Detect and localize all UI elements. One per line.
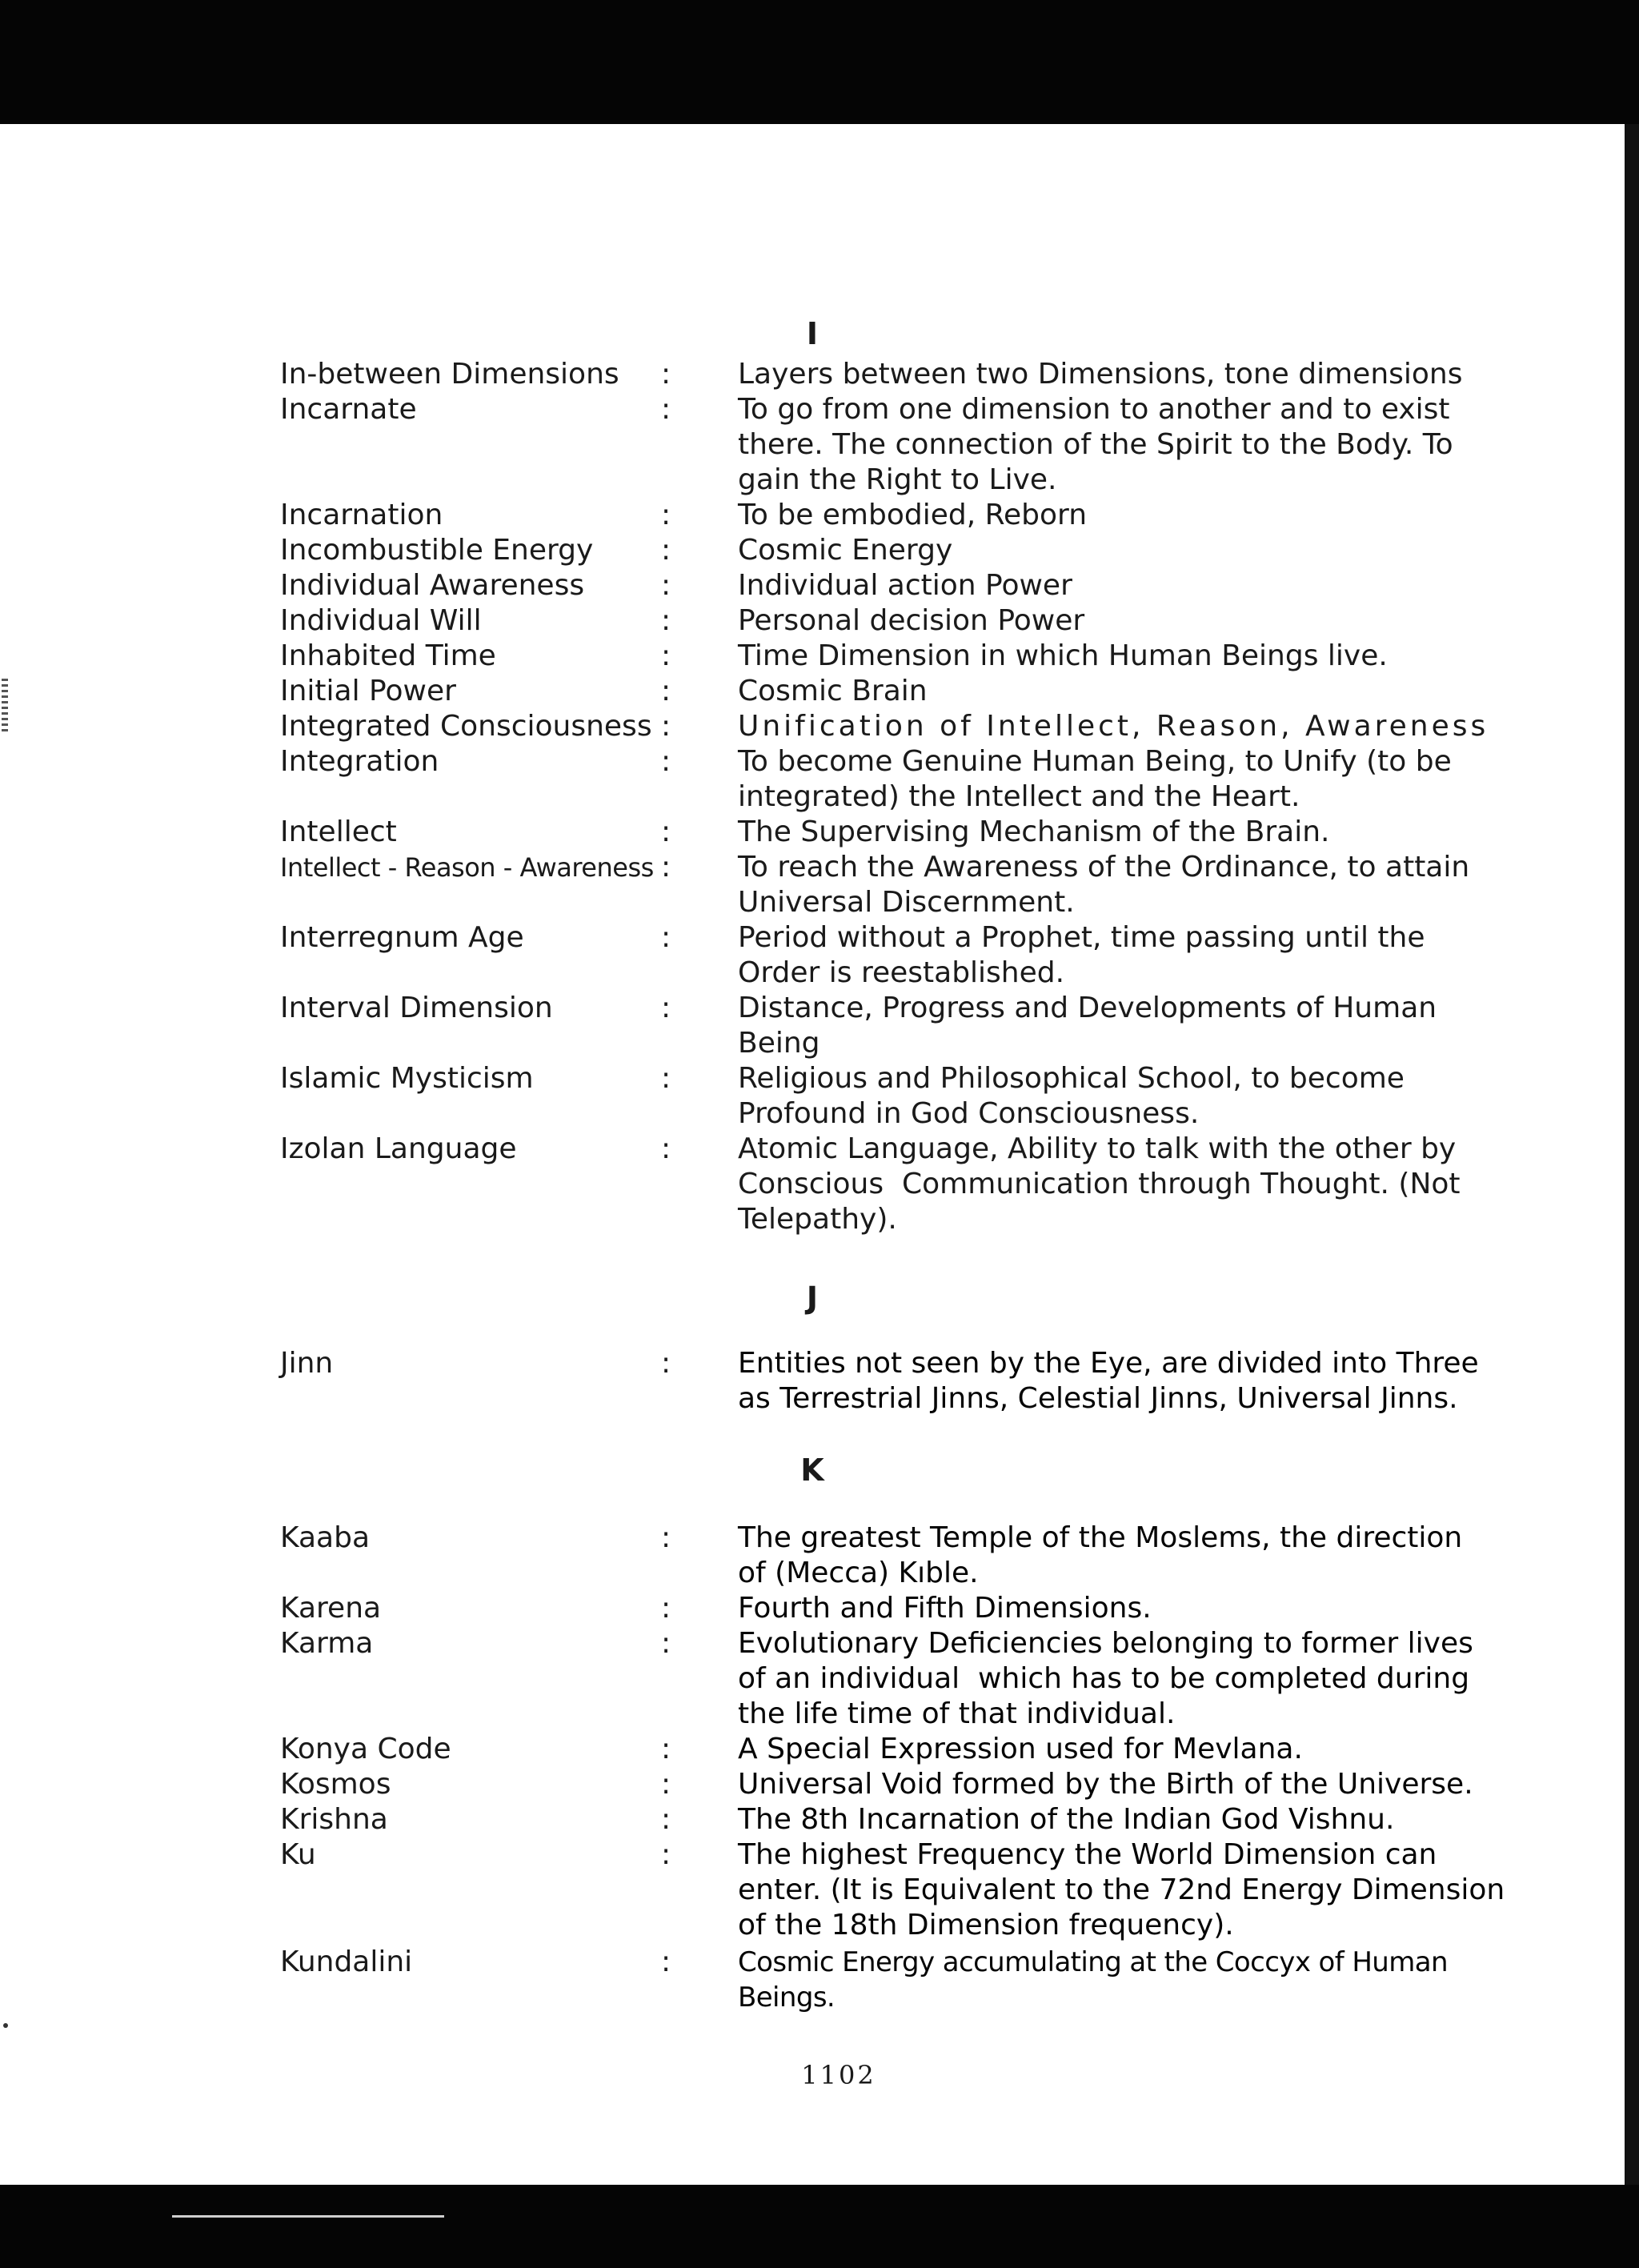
entry-colon: : (661, 1132, 671, 1165)
definition-line: To be embodied, Reborn (738, 499, 1088, 531)
entry-definition (738, 1945, 1448, 2015)
entry-definition (738, 674, 1428, 709)
entry-colon: : (661, 639, 671, 672)
entry-term: Incarnate (280, 393, 417, 426)
entry-term: Islamic Mysticism (280, 1062, 534, 1095)
entry-definition (738, 1732, 1428, 1767)
definition-line: To go from one dimension to another and to exist (738, 393, 1450, 426)
entry-definition (738, 533, 1428, 568)
definition-line: Being (738, 1027, 820, 1060)
definition-line: Beings. (738, 1981, 836, 2014)
entry-definition (738, 392, 1453, 498)
section-letter-k: K (800, 1453, 824, 1488)
entry-colon: : (661, 1062, 671, 1095)
definition-line: Conscious Communication through Thought. (Not (738, 1168, 1461, 1200)
entry-definition (738, 568, 1428, 603)
definition-line: The 8th Incarnation of the Indian God Vishnu. (738, 1803, 1395, 1836)
entry-colon: : (661, 675, 671, 707)
entry-definition (738, 1132, 1461, 1237)
definition-line: A Special Expression used for Mevlana. (738, 1733, 1303, 1765)
definition-line: Period without a Prophet, time passing until the (738, 921, 1425, 954)
entry-colon: : (661, 1592, 671, 1625)
scan-border-bottom (0, 2185, 1639, 2268)
entry-definition (738, 1626, 1473, 1732)
definition-line: Personal decision Power (738, 604, 1085, 637)
definition-line: of the 18th Dimension frequency). (738, 1909, 1234, 1941)
definition-line: Cosmic Energy accumulating at the Coccyx of Human (738, 1946, 1448, 1978)
entry-term: Karma (280, 1627, 374, 1660)
page-number: 1102 (801, 2060, 876, 2090)
entry-definition (738, 991, 1437, 1061)
definition-line: the life time of that individual. (738, 1697, 1176, 1730)
entry-definition (738, 639, 1428, 674)
definition-line: Religious and Philosophical School, to become (738, 1062, 1405, 1095)
entry-colon: : (661, 745, 671, 778)
entry-definition (738, 498, 1428, 533)
entry-term: Ku (280, 1838, 316, 1871)
definition-line: Order is reestablished. (738, 956, 1065, 989)
section-letter-i: I (806, 316, 819, 351)
entry-term: Individual Will (280, 604, 482, 637)
definition-line: Entities not seen by the Eye, are divided into Three (738, 1347, 1479, 1380)
entry-definition (738, 1802, 1428, 1837)
definition-line: Fourth and Fifth Dimensions. (738, 1592, 1152, 1625)
definition-line: Profound in God Consciousness. (738, 1097, 1200, 1130)
definition-line: Universal Discernment. (738, 886, 1075, 919)
entry-term: Inhabited Time (280, 639, 496, 672)
entry-definition (738, 1061, 1428, 1132)
entry-term: Jinn (280, 1347, 334, 1380)
entry-definition (738, 1346, 1479, 1416)
definition-line: The highest Frequency the World Dimension can (738, 1838, 1437, 1871)
entry-colon: : (661, 710, 671, 743)
definition-line: gain the Right to Live. (738, 463, 1057, 496)
entry-term: Kosmos (280, 1768, 391, 1801)
entry-colon: : (661, 815, 671, 848)
definition-line: Time Dimension in which Human Beings live. (738, 639, 1388, 672)
definition-line: To become Genuine Human Being, to Unify (to be (738, 745, 1452, 778)
definition-line: Unification of Intellect, Reason, Awareness (738, 710, 1489, 743)
entry-definition (738, 920, 1428, 991)
entry-term: Konya Code (280, 1733, 451, 1765)
definition-line: integrated) the Intellect and the Heart. (738, 780, 1300, 813)
definition-line: Distance, Progress and Developments of Human (738, 992, 1437, 1024)
definition-line: there. The connection of the Spirit to the Body. To (738, 428, 1453, 461)
entry-term: Intellect (280, 815, 397, 848)
entry-definition (738, 709, 1489, 744)
entry-definition (738, 744, 1452, 815)
entry-colon: : (661, 1945, 671, 1978)
definition-line: of an individual which has to be completed during (738, 1662, 1470, 1695)
entry-term: Kaaba (280, 1521, 371, 1554)
entry-colon: : (661, 1521, 671, 1554)
definition-line: Telepathy). (738, 1203, 897, 1236)
entry-colon: : (661, 1627, 671, 1660)
entry-term: Karena (280, 1592, 382, 1625)
definition-line: The greatest Temple of the Moslems, the direction (738, 1521, 1463, 1554)
definition-line: Atomic Language, Ability to talk with the other by (738, 1132, 1457, 1165)
entry-colon: : (661, 1768, 671, 1801)
entry-definition (738, 1767, 1473, 1802)
entry-colon: : (661, 921, 671, 954)
entry-term: Izolan Language (280, 1132, 517, 1165)
entry-term: Incarnation (280, 499, 443, 531)
entry-term: Incombustible Energy (280, 534, 594, 567)
definition-line: as Terrestrial Jinns, Celestial Jinns, Universal Jinns. (738, 1382, 1458, 1415)
entry-colon: : (661, 992, 671, 1024)
entry-definition (738, 850, 1470, 920)
entry-colon: : (661, 604, 671, 637)
entry-term: Krishna (280, 1803, 388, 1836)
entry-term: Individual Awareness (280, 569, 585, 602)
entry-colon: : (661, 1347, 671, 1380)
entry-term: Interval Dimension (280, 992, 553, 1024)
entry-colon: : (661, 1733, 671, 1765)
entry-definition (738, 603, 1428, 639)
definition-line: enter. (It is Equivalent to the 72nd Energy Dimension (738, 1873, 1505, 1906)
entry-term: Intellect - Reason - Awareness (280, 852, 654, 883)
scan-border-right (1625, 124, 1639, 2185)
entry-term: Integrated Consciousness (280, 710, 652, 743)
definition-line: The Supervising Mechanism of the Brain. (738, 815, 1330, 848)
definition-line: Cosmic Brain (738, 675, 928, 707)
definition-line: Evolutionary Deficiencies belonging to former lives (738, 1627, 1473, 1660)
entry-colon: : (661, 393, 671, 426)
entry-term: Initial Power (280, 675, 456, 707)
section-letter-j: J (806, 1280, 819, 1316)
entry-colon: : (661, 569, 671, 602)
definition-line: Individual action Power (738, 569, 1072, 602)
entry-colon: : (661, 1838, 671, 1871)
scan-streak (172, 2215, 444, 2218)
definition-line: To reach the Awareness of the Ordinance, to attain (738, 851, 1470, 884)
entry-definition (738, 1591, 1428, 1626)
entry-definition (738, 1837, 1505, 1943)
entry-colon: : (661, 1803, 671, 1836)
entry-term: Kundalini (280, 1945, 413, 1978)
entry-colon: : (661, 358, 671, 391)
entry-colon: : (661, 534, 671, 567)
definition-line: of (Mecca) Kıble. (738, 1557, 979, 1589)
entry-term: Integration (280, 745, 439, 778)
entry-colon: : (661, 851, 671, 884)
definition-line: Cosmic Energy (738, 534, 953, 567)
definition-line: Layers between two Dimensions, tone dimensions (738, 358, 1463, 391)
entry-term: In-between Dimensions (280, 358, 619, 391)
entry-definition (738, 815, 1428, 850)
entry-colon: : (661, 499, 671, 531)
definition-line: Universal Void formed by the Birth of the Universe. (738, 1768, 1473, 1801)
entry-definition (738, 1521, 1463, 1591)
entry-term: Interregnum Age (280, 921, 524, 954)
entry-definition (738, 357, 1463, 392)
